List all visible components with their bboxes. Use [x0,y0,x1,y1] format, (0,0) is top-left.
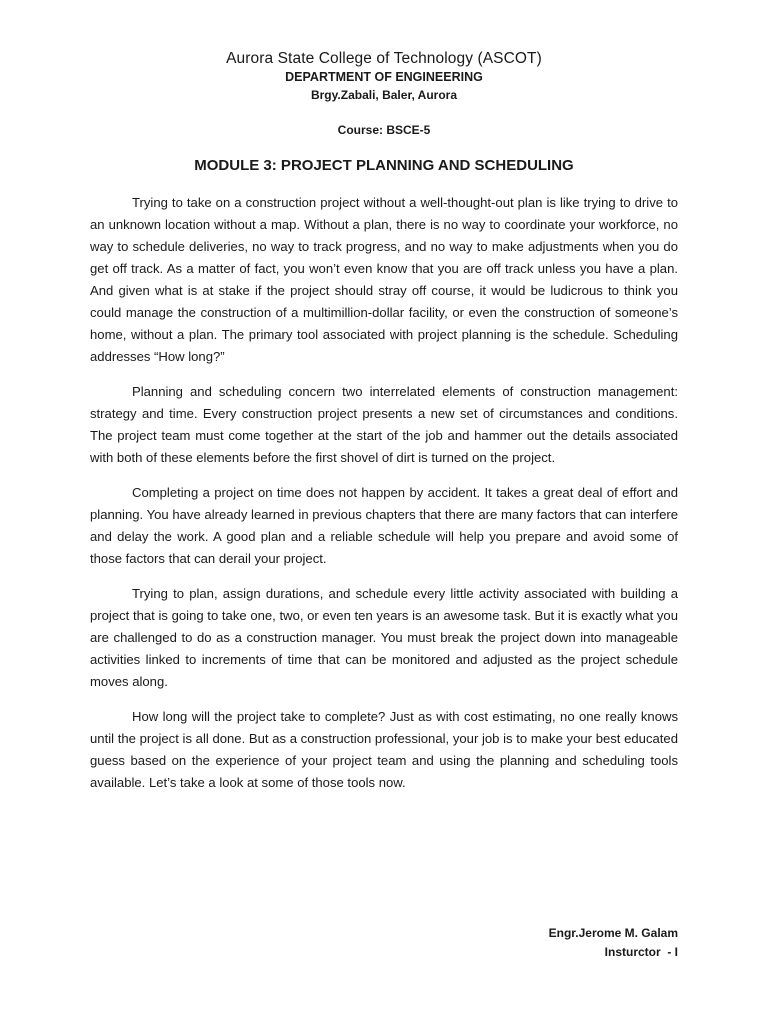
module-body [90,192,678,807]
paragraph: Trying to plan, assign durations, and schedule every little activity associated with building a project that is going to take one, two, or even ten years is an awesome task. But it is exactly what you are challenged to do as a construction manager. You must break the project down into manageable activities linked to increments of time that can be monitored and adjusted as the project schedule moves along. [90,586,678,689]
instructor-title: Insturctor - I [604,945,678,959]
department-name: DEPARTMENT OF ENGINEERING [285,70,483,84]
institution-name: Aurora State College of Technology (ASCOT) [226,50,542,67]
paragraph: Planning and scheduling concern two interrelated elements of construction management: strategy and time. Every construction project presents a new set of circumstances and conditions. The project team must come together at the start of the job and hammer out the details associated with both of these elements before the first shovel of dirt is turned on the project. [90,384,678,465]
paragraph: How long will the project take to complete? Just as with cost estimating, no one really knows until the project is all done. But as a construction professional, your job is to make your best educated guess based on the experience of your project team and using the planning and scheduling tools available. Let’s take a look at some of those tools now. [90,709,678,790]
address: Brgy.Zabali, Baler, Aurora [310,88,458,102]
paragraph: Completing a project on time does not happen by accident. It takes a great deal of effort and planning. You have already learned in previous chapters that there are many factors that can interfere and delay the work. A good plan and a reliable schedule will help you prepare and avoid some of those factors that can derail your project. [90,485,678,566]
module-title: MODULE 3: PROJECT PLANNING AND SCHEDULING [194,157,574,174]
paragraph: Trying to take on a construction project without a well-thought-out plan is like trying to drive to an unknown location without a map. Without a plan, there is no way to coordinate your workforce, no way to schedule deliveries, no way to track progress, and no way to make adjustments when you do get off track. As a matter of fact, you won’t even know that you are off track unless you have a plan. And given what is at stake if the project should stray off course, it would be ludicrous to think you could manage the construction of a multimillion-dollar facility, or even the construction of someone’s home, without a plan. The primary tool associated with project planning is the schedule. Scheduling addresses “How long?” [90,195,678,364]
instructor-name: Engr.Jerome M. Galam [548,926,678,940]
signature-block [549,924,678,962]
course-label: Course: BSCE-5 [337,123,431,137]
